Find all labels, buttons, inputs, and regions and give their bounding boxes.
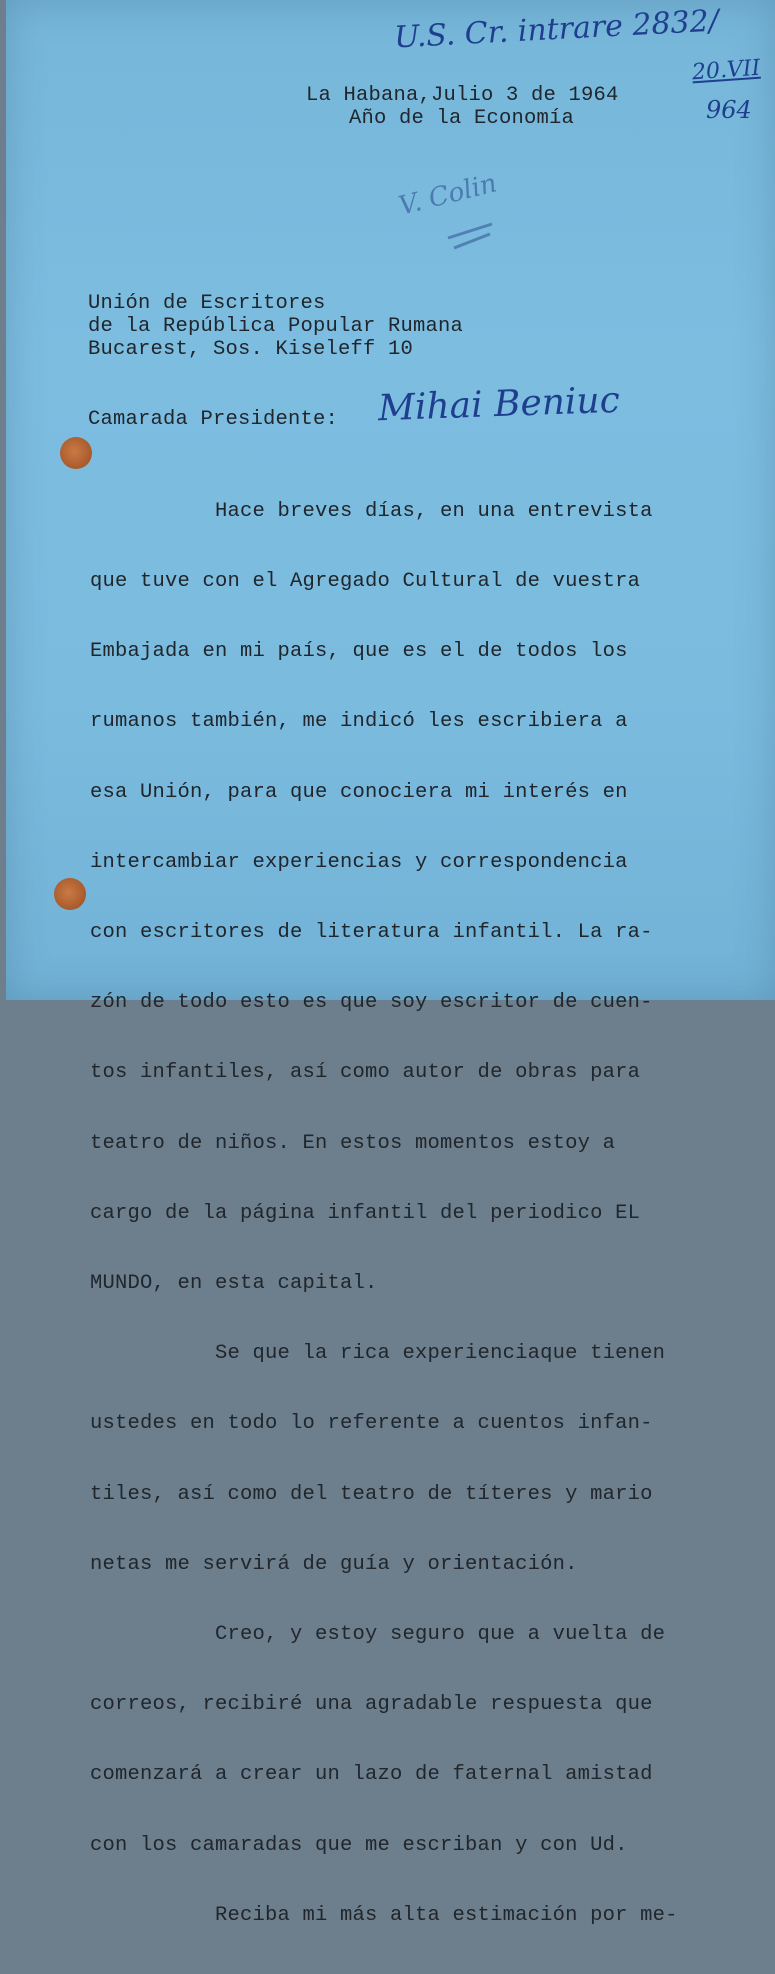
body-line: intercambiar experiencias y correspondencia [90,850,628,874]
body-line: ustedes en todo lo referente a cuentos infan- [90,1412,653,1436]
address-line: de la República Popular Rumana [88,315,464,338]
registry-annotation: U.S. Cr. intrare 2832/ [393,3,720,56]
registry-year: 964 [706,96,752,124]
letter-body [90,453,678,1974]
body-line: Hace breves días, en una entrevista [90,499,653,523]
body-line: esa Unión, para que conociera mi interés en [90,780,628,804]
body-line: MUNDO, en esta capital. [90,1272,378,1296]
punch-hole [54,878,86,910]
body-line: rumanos también, me indicó les escribiera a [90,710,628,734]
body-line: que tuve con el Agregado Cultural de vuestra [90,570,641,594]
body-line: Creo, y estoy seguro que a vuelta de [90,1623,666,1647]
salutation: Camarada Presidente: [88,408,339,431]
body-line: con los camaradas que me escriban y con Ud. [90,1833,628,1857]
body-line: cargo de la página infantil del periodico EL [90,1201,641,1225]
body-line: tos infantiles, así como autor de obras para [90,1061,641,1085]
body-line: comenzará a crear un lazo de faternal amistad [90,1763,653,1787]
body-line: zón de todo esto es que soy escritor de cuen- [90,991,653,1015]
reviewer-note: V. Colin [395,168,500,222]
body-line: con escritores de literatura infantil. La ra- [90,921,653,945]
letter-page [6,0,775,1927]
body-line: teatro de niños. En estos momentos estoy a [90,1131,616,1155]
address-line: Unión de Escritores [88,292,326,315]
body-line: correos, recibiré una agradable respuesta que [90,1693,653,1717]
year-motto: Año de la Economía [349,107,575,130]
body-line: Se que la rica experienciaque tienen [90,1342,666,1366]
address-line: Bucarest, Sos. Kiseleff 10 [88,338,414,361]
body-line: Reciba mi más alta estimación por me- [90,1903,678,1927]
body-line: Embajada en mi país, que es el de todos los [90,640,628,664]
body-line: netas me servirá de guía y orientación. [90,1552,578,1576]
punch-hole [60,437,92,469]
registry-date: 20.VII [691,55,762,86]
checkmark-icon [446,220,496,250]
handwritten-recipient-name: Mihai Beniuc [377,379,621,430]
body-line: tiles, así como del teatro de títeres y mario [90,1482,653,1506]
place-date: La Habana,Julio 3 de 1964 [306,84,619,107]
